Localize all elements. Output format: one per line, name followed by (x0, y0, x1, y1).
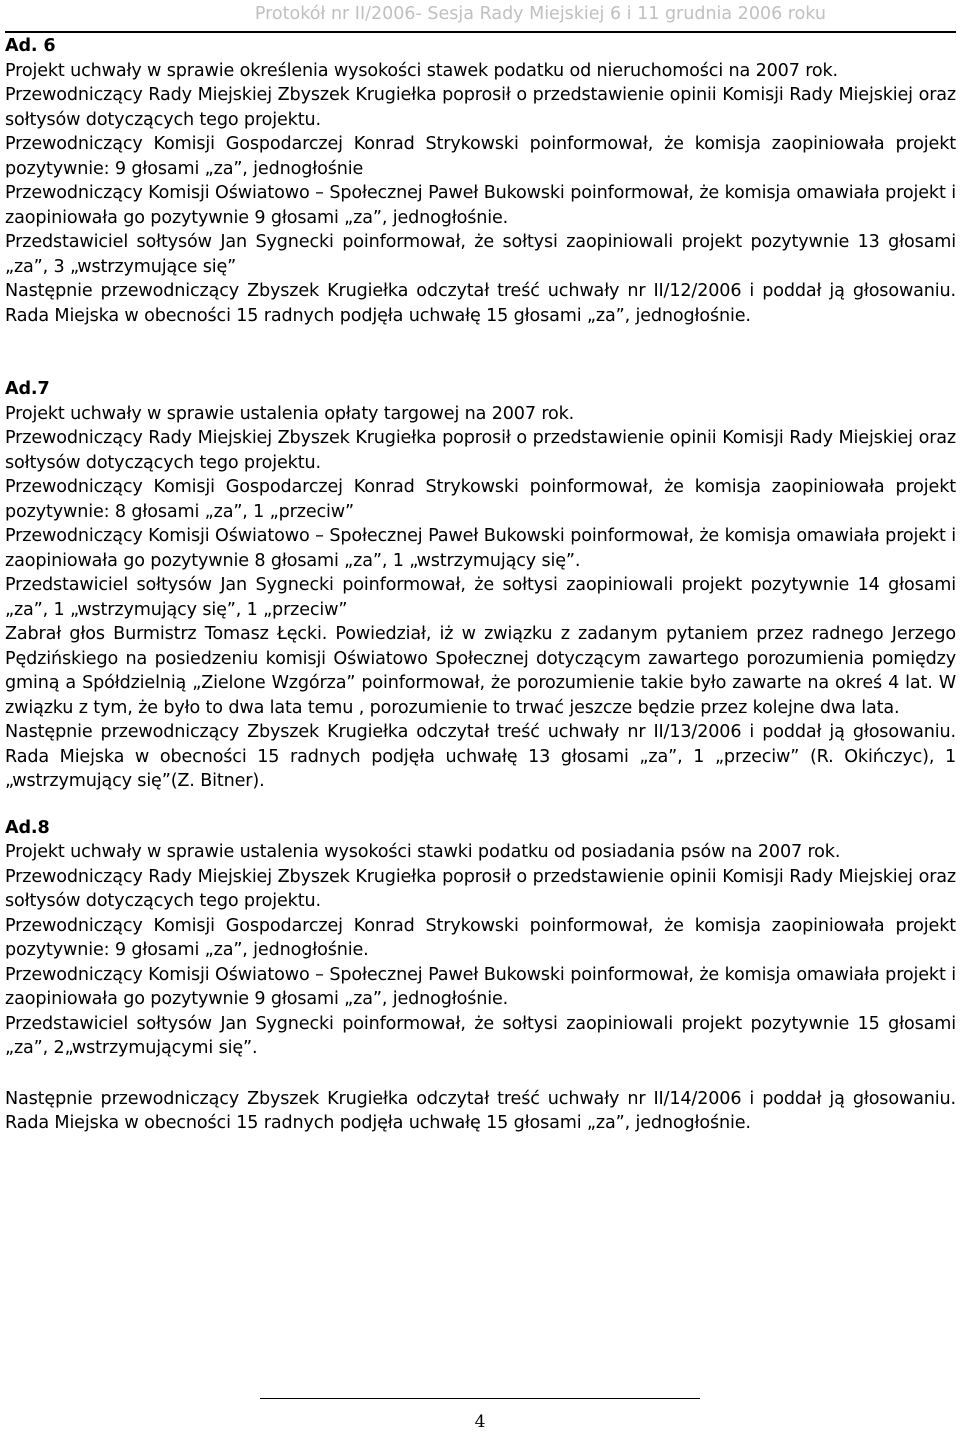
spacer (5, 328, 956, 377)
paragraph: Projekt uchwały w sprawie ustalenia opłaty targowej na 2007 rok. (5, 403, 575, 424)
paragraph: Projekt uchwały w sprawie ustalenia wysokości stawki podatku od posiadania psów na 2007 rok. (5, 842, 841, 862)
footer-rule (260, 1398, 700, 1399)
header-rule (5, 31, 956, 33)
paragraph: Przewodniczący Komisji Gospodarczej Konrad Strykowski poinformował, że komisja zaopiniowała projekt pozytywnie: 9 głosami „za”, jednogłośnie. (5, 915, 956, 960)
paragraph: Przewodniczący Komisji Oświatowo – Społecznej Paweł Bukowski poinformował, że komisja omawiała projekt i zaopiniowała go pozytywnie 9 głosami „za”, jednogłośnie. (5, 964, 956, 1009)
paragraph: Przewodniczący Komisji Oświatowo – Społecznej Paweł Bukowski poinformował, że komisja omawiała projekt i zaopiniowała go pozytywnie 8 głosami „za”, 1 „wstrzymujący się”. (5, 526, 956, 571)
section-heading: Ad.7 (5, 379, 50, 399)
paragraph: Przewodniczący Rady Miejskiej Zbyszek Krugiełka poprosił o przedstawienie opinii Komisji Rady Miejskiej oraz sołtysów dotyczących tego projektu. (5, 428, 956, 473)
paragraph: Następnie przewodniczący Zbyszek Krugiełka odczytał treść uchwały nr II/13/2006 i poddał ją głosowaniu. Rada Miejska w obecności 15 radnych podjęła uchwałę 13 głosami „za”, 1 „przeciw” (R. Okińczyc), 1 „wstrzymujący się”(Z. Bitner). (5, 722, 956, 791)
paragraph: Zabrał głos Burmistrz Tomasz Łęcki. Powiedział, iż w związku z zadanym pytaniem przez radnego Jerzego Pędzińskiego na posiedzeniu komisji Oświatowo Społecznej dotyczącym zawartego porozumienia pomiędzy gminą a Spółdzielnią „Zielone Wzgórza” poinformował, że porozumienie takie było zawarte na okreś 4 lat. W związku z tym, że było to dwa lata temu , porozumienie to trwać jeszcze będzie przez kolejne dwa lata. (5, 624, 956, 718)
paragraph: Przedstawiciel sołtysów Jan Sygnecki poinformował, że sołtysi zaopiniowali projekt pozytywnie 14 głosami „za”, 1 „wstrzymujący się”, 1 „przeciw” (5, 575, 956, 620)
paragraph: Przewodniczący Rady Miejskiej Zbyszek Krugiełka poprosił o przedstawienie opinii Komisji Rady Miejskiej oraz sołtysów dotyczących tego projektu. (5, 866, 956, 911)
section-ad-7 (5, 377, 956, 794)
section-ad-6 (5, 34, 956, 328)
paragraph: Przewodniczący Komisji Gospodarczej Konrad Strykowski poinformował, że komisja zaopiniowała projekt pozytywnie: 9 głosami „za”, jednogłośnie (5, 134, 956, 179)
spacer (5, 1061, 956, 1087)
document-title: Protokół nr II/2006- Sesja Rady Miejskiej 6 i 11 grudnia 2006 roku (254, 4, 826, 24)
paragraph: Przewodniczący Komisji Oświatowo – Społecznej Paweł Bukowski poinformował, że komisja omawiała projekt i zaopiniowała go pozytywnie 9 głosami „za”, jednogłośnie. (5, 183, 956, 228)
paragraph: Przewodniczący Rady Miejskiej Zbyszek Krugiełka poprosił o przedstawienie opinii Komisji Rady Miejskiej oraz sołtysów dotyczących tego projektu. (5, 85, 956, 130)
paragraph: Przedstawiciel sołtysów Jan Sygnecki poinformował, że sołtysi zaopiniowali projekt pozytywnie 13 głosami „za”, 3 „wstrzymujące się” (5, 232, 956, 277)
section-heading: Ad.8 (5, 817, 50, 838)
paragraph: Przewodniczący Komisji Gospodarczej Konrad Strykowski poinformował, że komisja zaopiniowała projekt pozytywnie: 8 głosami „za”, 1 „przeciw” (5, 477, 956, 522)
section-ad-8 (5, 816, 956, 1136)
paragraph: Projekt uchwały w sprawie określenia wysokości stawek podatku od nieruchomości na 2007 rok. (5, 60, 838, 81)
page-number: 4 (474, 1412, 486, 1432)
section-heading: Ad. 6 (5, 36, 56, 56)
paragraph: Następnie przewodniczący Zbyszek Krugiełka odczytał treść uchwały nr II/14/2006 i poddał ją głosowaniu. Rada Miejska w obecności 15 radnych podjęła uchwałę 15 głosami „za”, jednogłośnie. (5, 1088, 956, 1133)
spacer (5, 794, 956, 816)
document-body (5, 34, 956, 1136)
paragraph: Przedstawiciel sołtysów Jan Sygnecki poinformował, że sołtysi zaopiniowali projekt pozytywnie 15 głosami „za”, 2„wstrzymującymi się”. (5, 1013, 956, 1058)
paragraph: Następnie przewodniczący Zbyszek Krugiełka odczytał treść uchwały nr II/12/2006 i poddał ją głosowaniu. Rada Miejska w obecności 15 radnych podjęła uchwałę 15 głosami „za”, jednogłośnie. (5, 281, 956, 326)
running-header (0, 2, 960, 26)
